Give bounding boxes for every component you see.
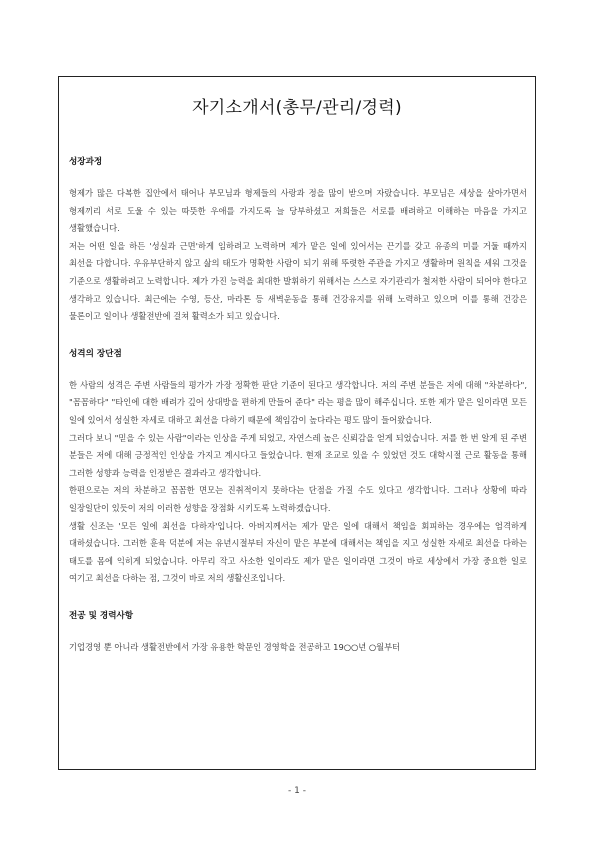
section-heading-personality: 성격의 장단점 [69, 348, 122, 359]
growth-paragraph-1: 형제가 많은 다복한 집안에서 태어나 부모님과 형제들의 사랑과 정을 많이 받으며 자랐습니다. 부모님은 세상을 살아가면서 형제끼리 서로 도울 수 있는 따뜻한 우애를 가지도록 늘 당부하셨고 저희들은 서로를 배려하고 이해하는 마음을 가지고 생활했습니다. [69, 188, 527, 234]
document-body [69, 156, 527, 656]
section-heading-growth: 성장과정 [69, 157, 103, 167]
personality-paragraph-2: 그러다 보니 "믿을 수 있는 사람"이라는 인상을 주게 되었고, 자연스레 높은 신뢰감을 얻게 되었습니다. 저를 한 번 알게 된 주변 분들은 저에 대해 긍정적인 인상을 가지고 계시다고 들었습니다. 현재 조교로 있을 수 있었던 것도 대학시절 근로 활동을 통해 그러한 성향과 능력을 인정받은 결과라고 생각합니다. [69, 432, 527, 478]
growth-paragraph-2: 저는 어떤 일을 하든 '성실과 근면'하게 임하려고 노력하며 제가 맡은 일에 있어서는 끈기를 갖고 유종의 미를 거둘 때까지 최선을 다합니다. 우유부단하지 않고 삶의 태도가 명확한 사람이 되기 위해 뚜렷한 주관을 가지고 생활하며 원칙을 세워 그것을 기준으로 생활하려고 노력합니다. 제가 가진 능력을 최대한 발휘하기 위해서는 스스로 자기관리가 철저한 사람이 되어야 한다고 생각하고 있습니다. 최근에는 수영, 등산, 마라톤 등 새벽운동을 통해 건강유지를 위해 노력하고 있으며 이를 통해 건강은 물론이고 일이나 생활전반에 걸쳐 활력소가 되고 있습니다. [69, 240, 527, 322]
personality-paragraph-1: 한 사람의 성격은 주변 사람들의 평가가 가장 정확한 판단 기준이 된다고 생각합니다. 저의 주변 분들은 저에 대해 "차분하다", "꼼꼼하다" "타인에 대한 배려가 깊어 상대방을 편하게 만들어 준다" 라는 평을 많이 해주십니다. 또한 제가 맡은 일이라면 모든 일에 있어서 성실한 자세로 대하고 최선을 다하기 때문에 책임감이 높다라는 평도 많이 들어왔습니다. [69, 379, 527, 425]
personality-paragraph-3: 한편으로는 저의 차분하고 꼼꼼한 면모는 진취적이지 못하다는 단점을 가질 수도 있다고 생각합니다. 그러나 상황에 따라 일장일단이 있듯이 저의 이러한 성향을 장점화 시키도록 노력하겠습니다. [69, 485, 527, 513]
section-heading-career: 전공 및 경력사항 [69, 610, 134, 621]
page-number: - 1 - [288, 786, 306, 796]
document-title: 자기소개서(총무/관리/경력) [192, 98, 402, 118]
career-paragraph-1: 기업경영 뿐 아니라 생활전반에서 가장 유용한 학문인 경영학을 전공하고 19○○년 ○월부터 [69, 641, 401, 652]
personality-paragraph-4: 생활 신조는 '모든 일에 최선을 다하자'입니다. 아버지께서는 제가 맡은 일에 대해서 책임을 회피하는 경우에는 엄격하게 대하셨습니다. 그러한 훈육 덕분에 저는 유년시절부터 자신이 맡은 부분에 대해서는 책임을 지고 성실한 자세로 최선을 다하는 태도를 몸에 익히게 되었습니다. 아무리 작고 사소한 일이라도 제가 맡은 일이라면 그것이 바로 세상에서 가장 중요한 일로 여기고 최선을 다하는 점, 그것이 바로 저의 생활신조입니다. [69, 520, 527, 584]
